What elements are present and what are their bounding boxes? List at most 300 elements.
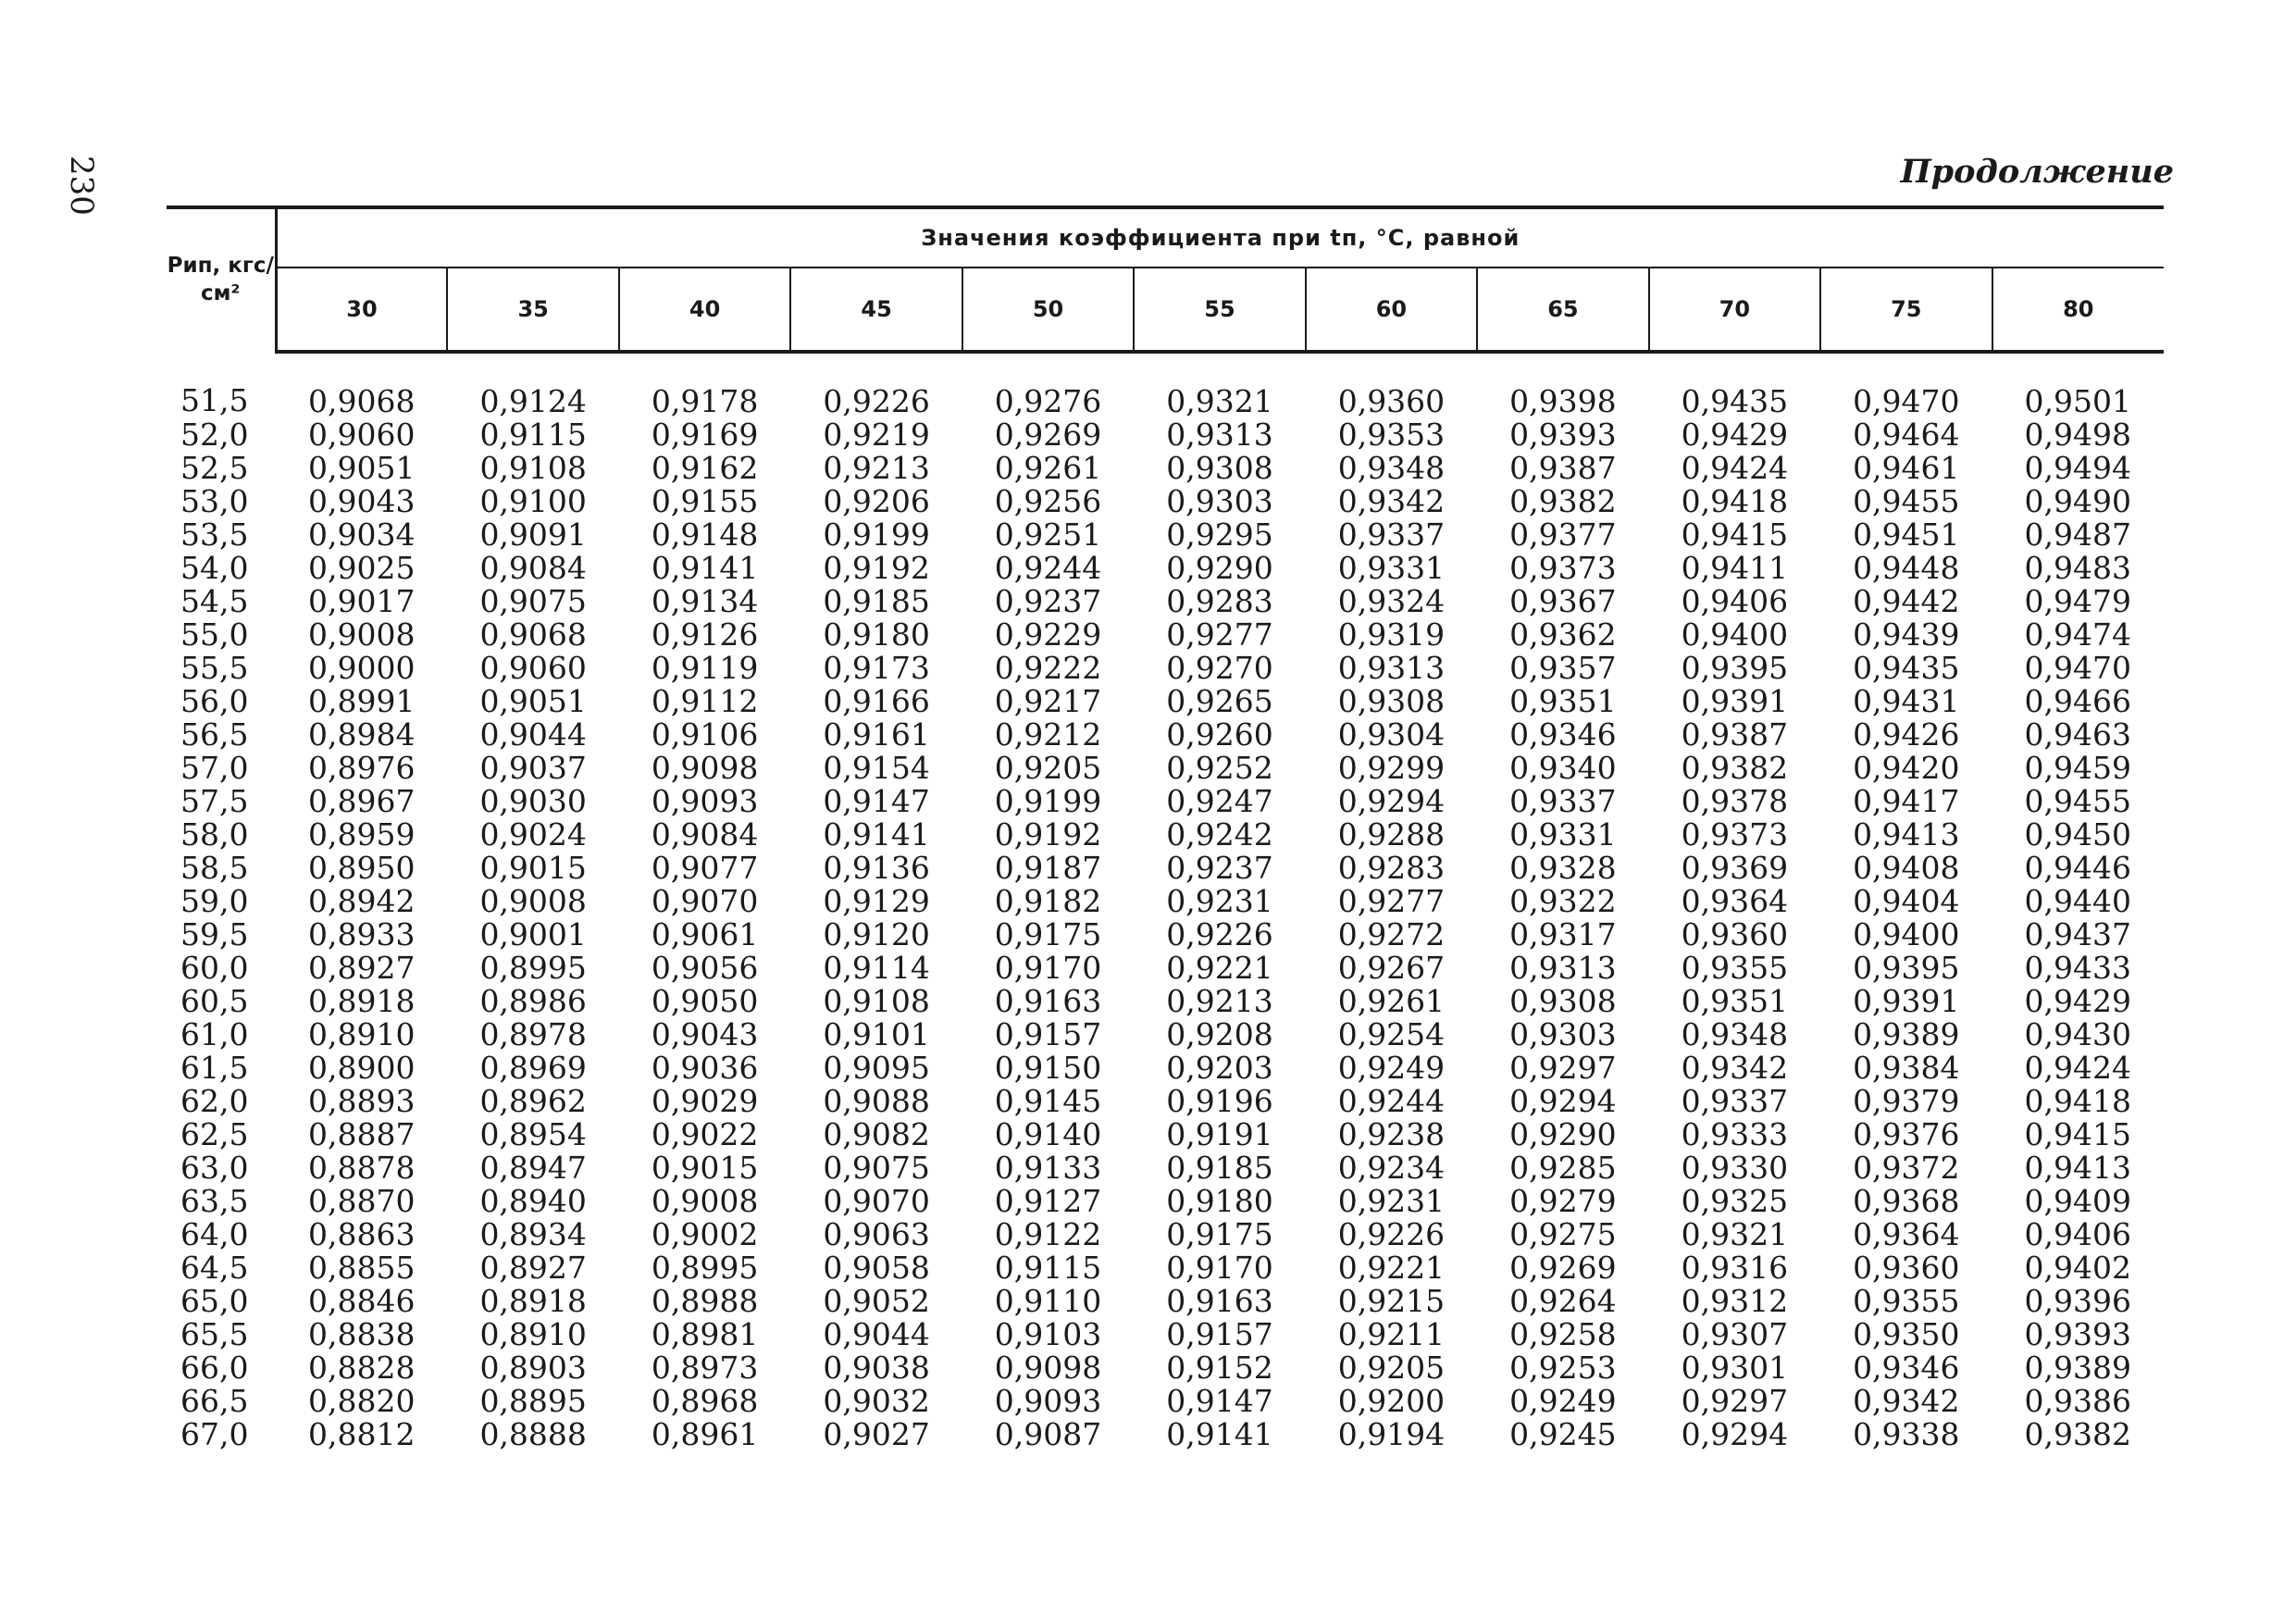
coefficient-cell: 0,9413 <box>1853 816 1960 853</box>
coefficient-cell: 0,9393 <box>2024 1316 2131 1352</box>
coefficient-cell: 0,9093 <box>651 783 759 819</box>
coefficient-cell: 0,8895 <box>479 1383 587 1419</box>
coefficient-cell: 0,8927 <box>307 950 416 986</box>
coefficient-cell: 0,9075 <box>479 583 587 619</box>
coefficient-cell: 0,9304 <box>1337 716 1446 753</box>
coefficient-cell: 0,9415 <box>1681 517 1789 553</box>
coefficient-cell: 0,9068 <box>307 383 416 419</box>
coefficient-cell: 0,8995 <box>479 950 587 986</box>
coefficient-cell: 0,9435 <box>1853 650 1960 686</box>
coefficient-cell: 0,9191 <box>1166 1116 1273 1152</box>
coefficient-cell: 0,8940 <box>479 1183 587 1219</box>
coefficient-cell: 0,9200 <box>1337 1383 1446 1419</box>
coefficient-cell: 0,9148 <box>651 517 759 553</box>
coefficient-cell: 0,9261 <box>994 450 1102 486</box>
coefficient-cell: 0,9124 <box>479 383 587 419</box>
coefficient-cell: 0,9147 <box>823 783 930 819</box>
table-row <box>167 818 2164 852</box>
table-row <box>167 685 2164 718</box>
coefficient-cell: 0,9077 <box>651 850 759 886</box>
coefficient-cell: 0,9127 <box>994 1183 1102 1219</box>
coefficient-cell: 0,9213 <box>1166 983 1273 1019</box>
coefficient-cell: 0,8962 <box>479 1083 587 1119</box>
coefficient-cell: 0,9269 <box>994 417 1102 453</box>
coefficient-cell: 0,8910 <box>307 1016 416 1052</box>
coefficient-cell: 0,9355 <box>1853 1283 1960 1319</box>
coefficient-cell: 0,9348 <box>1681 1016 1789 1052</box>
coefficient-cell: 0,9439 <box>1853 616 1960 653</box>
coefficient-cell: 0,9313 <box>1166 417 1273 453</box>
coefficient-cell: 0,9307 <box>1681 1316 1789 1352</box>
pressure-cell: 61,5 <box>180 1050 249 1086</box>
coefficient-cell: 0,9043 <box>651 1016 759 1052</box>
coefficient-cell: 0,8978 <box>479 1016 587 1052</box>
coefficient-cell: 0,9249 <box>1337 1050 1446 1086</box>
coefficient-cell: 0,9446 <box>2024 850 2131 886</box>
coefficient-cell: 0,9288 <box>1337 816 1446 853</box>
coefficient-cell: 0,9194 <box>1337 1416 1446 1452</box>
coefficient-cell: 0,9037 <box>479 750 587 786</box>
coefficient-cell: 0,9351 <box>1681 983 1789 1019</box>
coefficient-cell: 0,9420 <box>1853 750 1960 786</box>
table-row <box>167 885 2164 918</box>
coefficient-cell: 0,9479 <box>2024 583 2131 619</box>
coefficient-cell: 0,9237 <box>1166 850 1273 886</box>
table-row <box>167 1418 2164 1451</box>
temperature-header: 50 <box>962 268 1134 352</box>
coefficient-cell: 0,9373 <box>1509 550 1617 586</box>
coefficient-table <box>167 205 2164 1451</box>
coefficient-cell: 0,9402 <box>2024 1250 2131 1286</box>
temperature-header: 70 <box>1649 268 1820 352</box>
coefficient-cell: 0,8986 <box>479 983 587 1019</box>
coefficient-cell: 0,9389 <box>2024 1350 2131 1386</box>
coefficient-cell: 0,9337 <box>1681 1083 1789 1119</box>
table-row <box>167 585 2164 618</box>
coefficient-cell: 0,9101 <box>823 1016 930 1052</box>
coefficient-cell: 0,9112 <box>651 683 759 719</box>
coefficient-cell: 0,9391 <box>1681 683 1789 719</box>
coefficient-cell: 0,8988 <box>651 1283 759 1319</box>
coefficient-cell: 0,9180 <box>1166 1183 1273 1219</box>
table-row <box>167 918 2164 952</box>
coefficient-cell: 0,9098 <box>651 750 759 786</box>
table-row <box>167 1351 2164 1385</box>
table-row <box>167 1085 2164 1118</box>
coefficient-cell: 0,9050 <box>651 983 759 1019</box>
continuation-label: Продолжение <box>1900 153 2174 191</box>
coefficient-cell: 0,9261 <box>1337 983 1446 1019</box>
coefficient-cell: 0,9068 <box>479 616 587 653</box>
coefficient-cell: 0,9373 <box>1681 816 1789 853</box>
coefficient-cell: 0,9364 <box>1853 1216 1960 1252</box>
coefficient-cell: 0,8888 <box>479 1416 587 1452</box>
coefficient-cell: 0,9221 <box>1166 950 1273 986</box>
coefficient-cell: 0,9487 <box>2024 517 2131 553</box>
coefficient-cell: 0,9056 <box>651 950 759 986</box>
table-row <box>167 1318 2164 1351</box>
coefficient-cell: 0,8900 <box>307 1050 416 1086</box>
coefficient-cell: 0,9372 <box>1853 1150 1960 1186</box>
coefficient-cell: 0,9276 <box>994 383 1102 419</box>
pressure-cell: 67,0 <box>180 1416 249 1452</box>
coefficient-cell: 0,9032 <box>823 1383 930 1419</box>
coefficient-cell: 0,9424 <box>1681 450 1789 486</box>
coefficient-cell: 0,9369 <box>1681 850 1789 886</box>
coefficient-cell: 0,8828 <box>307 1350 416 1386</box>
coefficient-cell: 0,9362 <box>1509 616 1617 653</box>
coefficient-cell: 0,8878 <box>307 1150 416 1186</box>
coefficient-cell: 0,9147 <box>1166 1383 1273 1419</box>
table-row <box>167 518 2164 552</box>
coefficient-cell: 0,9155 <box>651 483 759 519</box>
coefficient-cell: 0,9418 <box>2024 1083 2131 1119</box>
coefficient-cell: 0,9391 <box>1853 983 1960 1019</box>
coefficient-cell: 0,9376 <box>1853 1116 1960 1152</box>
coefficient-cell: 0,9052 <box>823 1283 930 1319</box>
coefficient-cell: 0,8973 <box>651 1350 759 1386</box>
coefficient-cell: 0,8910 <box>479 1316 587 1352</box>
coefficient-cell: 0,9208 <box>1166 1016 1273 1052</box>
coefficient-cell: 0,8903 <box>479 1350 587 1386</box>
coefficient-cell: 0,9115 <box>994 1250 1102 1286</box>
pressure-cell: 64,5 <box>180 1250 249 1286</box>
coefficient-cell: 0,8968 <box>651 1383 759 1419</box>
coefficient-cell: 0,9387 <box>1509 450 1617 486</box>
coefficient-cell: 0,9252 <box>1166 750 1273 786</box>
pressure-cell: 53,0 <box>180 483 249 519</box>
coefficient-cell: 0,9141 <box>1166 1416 1273 1452</box>
coefficient-cell: 0,9163 <box>994 983 1102 1019</box>
table-row <box>167 1385 2164 1418</box>
coefficient-cell: 0,9170 <box>994 950 1102 986</box>
coefficient-cell: 0,9106 <box>651 716 759 753</box>
pressure-cell: 52,0 <box>180 417 249 453</box>
coefficient-cell: 0,9075 <box>823 1150 930 1186</box>
coefficient-cell: 0,9395 <box>1681 650 1789 686</box>
pressure-cell: 58,5 <box>180 850 249 886</box>
coefficient-cell: 0,9219 <box>823 417 930 453</box>
coefficient-cell: 0,8967 <box>307 783 416 819</box>
coefficient-cell: 0,9277 <box>1166 616 1273 653</box>
pressure-cell: 59,5 <box>180 916 249 952</box>
coefficient-cell: 0,9115 <box>479 417 587 453</box>
pressure-cell: 66,5 <box>180 1383 249 1419</box>
coefficient-cell: 0,9044 <box>479 716 587 753</box>
pressure-cell: 57,0 <box>180 750 249 786</box>
coefficient-cell: 0,9317 <box>1509 916 1617 952</box>
coefficient-cell: 0,9342 <box>1853 1383 1960 1419</box>
coefficient-cell: 0,9398 <box>1509 383 1617 419</box>
coefficient-cell: 0,9254 <box>1337 1016 1446 1052</box>
coefficient-cell: 0,9437 <box>2024 916 2131 952</box>
pressure-cell: 56,5 <box>180 716 249 753</box>
coefficient-cell: 0,9187 <box>994 850 1102 886</box>
pressure-cell: 62,5 <box>180 1116 249 1152</box>
coefficient-cell: 0,9342 <box>1681 1050 1789 1086</box>
coefficient-cell: 0,9330 <box>1681 1150 1789 1186</box>
coefficient-cell: 0,9404 <box>1853 883 1960 919</box>
coefficient-cell: 0,9464 <box>1853 417 1960 453</box>
coefficient-cell: 0,9294 <box>1681 1416 1789 1452</box>
table-row <box>167 552 2164 585</box>
coefficient-cell: 0,9360 <box>1337 383 1446 419</box>
coefficient-cell: 0,9294 <box>1337 783 1446 819</box>
coefficient-cell: 0,9270 <box>1166 650 1273 686</box>
coefficient-cell: 0,9328 <box>1509 850 1617 886</box>
coefficient-cell: 0,8870 <box>307 1183 416 1219</box>
coefficient-cell: 0,9408 <box>1853 850 1960 886</box>
coefficient-cell: 0,9251 <box>994 517 1102 553</box>
temperature-header: 45 <box>790 268 962 352</box>
coefficient-cell: 0,9100 <box>479 483 587 519</box>
coefficient-cell: 0,9367 <box>1509 583 1617 619</box>
coefficient-cell: 0,9455 <box>1853 483 1960 519</box>
coefficient-cell: 0,9060 <box>479 650 587 686</box>
coefficient-cell: 0,9324 <box>1337 583 1446 619</box>
coefficient-cell: 0,9082 <box>823 1116 930 1152</box>
coefficient-cell: 0,9308 <box>1337 683 1446 719</box>
coefficient-cell: 0,9290 <box>1509 1116 1617 1152</box>
temperature-header: 30 <box>276 268 447 352</box>
coefficient-cell: 0,9490 <box>2024 483 2131 519</box>
coefficient-cell: 0,9299 <box>1337 750 1446 786</box>
pressure-cell: 63,5 <box>180 1183 249 1219</box>
coefficient-cell: 0,9034 <box>307 517 416 553</box>
coefficient-cell: 0,9036 <box>651 1050 759 1086</box>
coefficient-cell: 0,9378 <box>1681 783 1789 819</box>
coefficient-cell: 0,9382 <box>1509 483 1617 519</box>
coefficient-cell: 0,8947 <box>479 1150 587 1186</box>
coefficient-cell: 0,9070 <box>651 883 759 919</box>
pressure-cell: 54,0 <box>180 550 249 586</box>
coefficient-cell: 0,9283 <box>1166 583 1273 619</box>
coefficient-cell: 0,8984 <box>307 716 416 753</box>
coefficient-cell: 0,9382 <box>1681 750 1789 786</box>
coefficient-cell: 0,9088 <box>823 1083 930 1119</box>
coefficient-cell: 0,9400 <box>1681 616 1789 653</box>
coefficient-cell: 0,9308 <box>1509 983 1617 1019</box>
coefficient-cell: 0,9337 <box>1509 783 1617 819</box>
coefficient-cell: 0,9313 <box>1509 950 1617 986</box>
coefficient-cell: 0,9470 <box>1853 383 1960 419</box>
coefficient-cell: 0,9196 <box>1166 1083 1273 1119</box>
coefficient-cell: 0,9297 <box>1509 1050 1617 1086</box>
table-row <box>167 1218 2164 1251</box>
coefficient-cell: 0,9237 <box>994 583 1102 619</box>
coefficient-cell: 0,9157 <box>994 1016 1102 1052</box>
coefficient-cell: 0,9226 <box>823 383 930 419</box>
coefficient-cell: 0,9406 <box>1681 583 1789 619</box>
coefficient-cell: 0,9283 <box>1337 850 1446 886</box>
coefficient-cell: 0,9229 <box>994 616 1102 653</box>
coefficient-cell: 0,9386 <box>2024 1383 2131 1419</box>
coefficient-cell: 0,9331 <box>1509 816 1617 853</box>
coefficient-cell: 0,9166 <box>823 683 930 719</box>
coefficient-cell: 0,9000 <box>307 650 416 686</box>
coefficient-cell: 0,9222 <box>994 650 1102 686</box>
coefficient-cell: 0,9501 <box>2024 383 2131 419</box>
coefficient-cell: 0,9217 <box>994 683 1102 719</box>
coefficient-cell: 0,9015 <box>651 1150 759 1186</box>
table-row <box>167 618 2164 652</box>
coefficient-cell: 0,8893 <box>307 1083 416 1119</box>
coefficient-cell: 0,9301 <box>1681 1350 1789 1386</box>
coefficient-cell: 0,9333 <box>1681 1116 1789 1152</box>
coefficient-cell: 0,9098 <box>994 1350 1102 1386</box>
coefficient-cell: 0,9450 <box>2024 816 2131 853</box>
coefficient-cell: 0,9203 <box>1166 1050 1273 1086</box>
coefficient-cell: 0,9466 <box>2024 683 2131 719</box>
coefficient-cell: 0,9364 <box>1681 883 1789 919</box>
coefficient-cell: 0,9051 <box>307 450 416 486</box>
coefficient-cell: 0,8969 <box>479 1050 587 1086</box>
coefficient-cell: 0,8855 <box>307 1250 416 1286</box>
coefficient-cell: 0,9360 <box>1853 1250 1960 1286</box>
coefficient-cell: 0,9303 <box>1509 1016 1617 1052</box>
coefficient-cell: 0,8976 <box>307 750 416 786</box>
coefficient-cell: 0,9348 <box>1337 450 1446 486</box>
coefficient-cell: 0,9008 <box>651 1183 759 1219</box>
coefficient-cell: 0,9211 <box>1337 1316 1446 1352</box>
pressure-cell: 54,5 <box>180 583 249 619</box>
coefficient-group-header: Значения коэффициента при tп, °С, равной <box>276 207 2164 268</box>
coefficient-cell: 0,9001 <box>479 916 587 952</box>
table-row <box>167 418 2164 452</box>
coefficient-cell: 0,9060 <box>307 417 416 453</box>
coefficient-cell: 0,9461 <box>1853 450 1960 486</box>
coefficient-cell: 0,9448 <box>1853 550 1960 586</box>
coefficient-cell: 0,9205 <box>994 750 1102 786</box>
pressure-cell: 66,0 <box>180 1350 249 1386</box>
coefficient-cell: 0,9108 <box>823 983 930 1019</box>
coefficient-cell: 0,9091 <box>479 517 587 553</box>
coefficient-cell: 0,9256 <box>994 483 1102 519</box>
coefficient-cell: 0,9119 <box>651 650 759 686</box>
table-row <box>167 1251 2164 1285</box>
coefficient-cell: 0,9192 <box>823 550 930 586</box>
coefficient-cell: 0,9258 <box>1509 1316 1617 1352</box>
coefficient-cell: 0,9429 <box>2024 983 2131 1019</box>
coefficient-cell: 0,9231 <box>1337 1183 1446 1219</box>
coefficient-cell: 0,9212 <box>994 716 1102 753</box>
coefficient-cell: 0,9353 <box>1337 417 1446 453</box>
coefficient-cell: 0,9321 <box>1681 1216 1789 1252</box>
table-row <box>167 485 2164 518</box>
pressure-cell: 52,5 <box>180 450 249 486</box>
coefficient-cell: 0,9244 <box>1337 1083 1446 1119</box>
table-row <box>167 852 2164 885</box>
coefficient-cell: 0,9226 <box>1166 916 1273 952</box>
coefficient-cell: 0,9406 <box>2024 1216 2131 1252</box>
coefficient-cell: 0,9169 <box>651 417 759 453</box>
coefficient-cell: 0,9027 <box>823 1416 930 1452</box>
temperature-header: 35 <box>447 268 618 352</box>
coefficient-cell: 0,9265 <box>1166 683 1273 719</box>
coefficient-cell: 0,9152 <box>1166 1350 1273 1386</box>
coefficient-cell: 0,9338 <box>1853 1416 1960 1452</box>
pressure-cell: 63,0 <box>180 1150 249 1186</box>
temperature-header: 65 <box>1477 268 1648 352</box>
coefficient-cell: 0,9247 <box>1166 783 1273 819</box>
temperature-header: 40 <box>619 268 790 352</box>
coefficient-cell: 0,9175 <box>994 916 1102 952</box>
temperature-header: 55 <box>1134 268 1305 352</box>
coefficient-cell: 0,9192 <box>994 816 1102 853</box>
coefficient-cell: 0,9163 <box>1166 1283 1273 1319</box>
coefficient-cell: 0,9084 <box>651 816 759 853</box>
coefficient-cell: 0,9474 <box>2024 616 2131 653</box>
coefficient-cell: 0,9244 <box>994 550 1102 586</box>
pressure-cell: 51,5 <box>180 382 249 418</box>
coefficient-cell: 0,9350 <box>1853 1316 1960 1352</box>
coefficient-cell: 0,9061 <box>651 916 759 952</box>
coefficient-cell: 0,9368 <box>1853 1183 1960 1219</box>
coefficient-cell: 0,9145 <box>994 1083 1102 1119</box>
pressure-cell: 64,0 <box>180 1216 249 1252</box>
table-row <box>167 752 2164 785</box>
coefficient-cell: 0,8995 <box>651 1250 759 1286</box>
table-row <box>167 1052 2164 1085</box>
coefficient-cell: 0,9409 <box>2024 1183 2131 1219</box>
coefficient-cell: 0,9340 <box>1509 750 1617 786</box>
coefficient-cell: 0,9226 <box>1337 1216 1446 1252</box>
coefficient-cell: 0,9279 <box>1509 1183 1617 1219</box>
coefficient-cell: 0,9063 <box>823 1216 930 1252</box>
pressure-cell: 65,0 <box>180 1283 249 1319</box>
coefficient-cell: 0,9161 <box>823 716 930 753</box>
coefficient-cell: 0,9051 <box>479 683 587 719</box>
coefficient-cell: 0,9084 <box>479 550 587 586</box>
coefficient-cell: 0,9162 <box>651 450 759 486</box>
temperature-header: 75 <box>1820 268 1992 352</box>
table-row <box>167 785 2164 818</box>
coefficient-cell: 0,9122 <box>994 1216 1102 1252</box>
coefficient-cell: 0,9384 <box>1853 1050 1960 1086</box>
coefficient-cell: 0,9451 <box>1853 517 1960 553</box>
coefficient-cell: 0,8820 <box>307 1383 416 1419</box>
table-row <box>167 1118 2164 1151</box>
coefficient-cell: 0,8918 <box>307 983 416 1019</box>
coefficient-cell: 0,9331 <box>1337 550 1446 586</box>
coefficient-cell: 0,9312 <box>1681 1283 1789 1319</box>
pressure-cell: 58,0 <box>180 816 249 853</box>
coefficient-cell: 0,9346 <box>1509 716 1617 753</box>
coefficient-cell: 0,9455 <box>2024 783 2131 819</box>
table-row <box>167 952 2164 985</box>
coefficient-cell: 0,9426 <box>1853 716 1960 753</box>
coefficient-cell: 0,9275 <box>1509 1216 1617 1252</box>
coefficient-cell: 0,9205 <box>1337 1350 1446 1386</box>
coefficient-cell: 0,9395 <box>1853 950 1960 986</box>
coefficient-cell: 0,9285 <box>1509 1150 1617 1186</box>
coefficient-cell: 0,9269 <box>1509 1250 1617 1286</box>
coefficient-cell: 0,9355 <box>1681 950 1789 986</box>
coefficient-cell: 0,9058 <box>823 1250 930 1286</box>
pressure-cell: 56,0 <box>180 683 249 719</box>
coefficient-cell: 0,9379 <box>1853 1083 1960 1119</box>
coefficient-cell: 0,9337 <box>1337 517 1446 553</box>
coefficient-cell: 0,9253 <box>1509 1350 1617 1386</box>
temperature-header: 80 <box>1992 268 2164 352</box>
coefficient-cell: 0,9440 <box>2024 883 2131 919</box>
coefficient-cell: 0,9357 <box>1509 650 1617 686</box>
coefficient-cell: 0,9435 <box>1681 383 1789 419</box>
pressure-cell: 57,5 <box>180 783 249 819</box>
coefficient-cell: 0,9433 <box>2024 950 2131 986</box>
coefficient-cell: 0,9417 <box>1853 783 1960 819</box>
coefficient-cell: 0,9221 <box>1337 1250 1446 1286</box>
